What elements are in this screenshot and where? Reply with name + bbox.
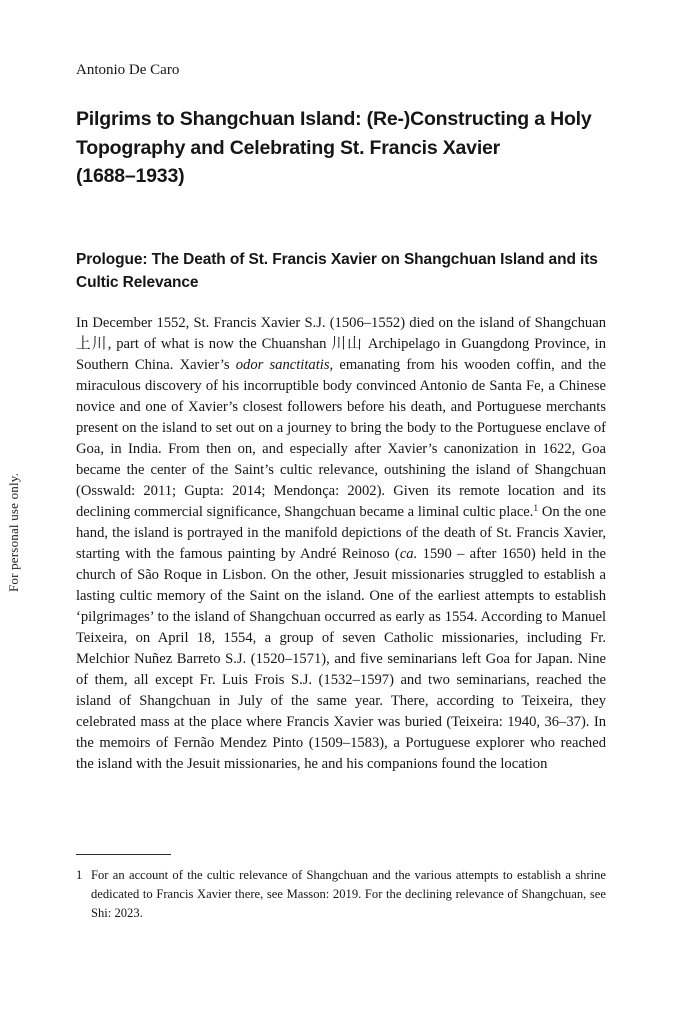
author-name: Antonio De Caro bbox=[76, 62, 180, 78]
section-heading-line-1: Prologue: The Death of St. Francis Xavier on Shangchuan Island and its bbox=[76, 250, 598, 268]
body-paragraph: In December 1552, St. Francis Xavier S.J. (1506–1552) died on the island of Shangchuan 上川, part of what is now the Chuanshan 川山 Archipelago in Guangdong Province, in Southern China. Xavier’s odor sanctitatis, emanating from his wooden coffin, and the miraculous discovery of his incorruptible body convinced Antonio de Santa Fe, a Chinese novice and one of Xavier’s closest followers before his death, and Portuguese merchants present on the island to set out on a journey to bring the body to the Portuguese enclave of Goa, in India. From then on, and especially after Xavier’s canonization in 1622, Goa became the center of the Saint’s cultic relevance, outshining the island of Shangchuan (Osswald: 2011; Gupta: 2014; Mendonça: 2002). Given its remote location and its declining commercial significance, Shangchuan became a liminal cultic place.$^1$ On the one hand, the island is portrayed in the manifold depictions of the death of St. Francis Xavier, starting with the famous painting by André Reinoso (ca. 1590 – after 1650) held in the church of São Roque in Lisbon. On the other, Jesuit missionaries struggled to establish a lasting cultic memory of the Saint on the island. One of the earliest attempts to establish ‘pilgrimages’ to the island of Shangchuan occurred as early as 1554. According to Manuel Teixeira, on April 18, 1554, a group of seven Catholic missionaries, including Fr. Melchior Nuñez Barreto S.J. (1520–1571), and five seminarians left Goa for Japan. Nine of them, all except Fr. Luis Frois S.J. (1532–1597) and two seminarians, reached the island of Shangchuan in July of the same year. There, according to Teixeira, they celebrated mass at the place where Francis Xavier was buried (Teixeira: 1940, 36–37). In the memoirs of Fernão Mendez Pinto (1509–1583), a Portuguese explorer who reached the island with the Jesuit missionaries, he and his companions found the location bbox=[76, 314, 607, 772]
paper-title-line-3: (1688–1933) bbox=[76, 165, 185, 187]
section-heading-prologue bbox=[76, 248, 606, 294]
section-heading-line-2: Cultic Relevance bbox=[76, 273, 199, 291]
copyright-sidenote: For personal use only. bbox=[6, 472, 21, 592]
footnote-text: For an account of the cultic relevance of Shangchuan and the various attempts to establish a shrine dedicated to Francis Xavier there, see Masson: 2019. For the declining relevance of Shangchuan, see Shi: 2023. bbox=[91, 868, 606, 920]
footnote-1 bbox=[76, 866, 606, 923]
paper-title-line-2: Topography and Celebrating St. Francis Xavier bbox=[76, 136, 501, 159]
page-content bbox=[76, 0, 606, 775]
footnote-divider bbox=[76, 854, 171, 855]
paper-title-line-1: Pilgrims to Shangchuan Island: (Re-)Constructing a Holy bbox=[76, 108, 592, 130]
paper-title bbox=[76, 105, 606, 191]
footnote-number: 1 bbox=[76, 868, 83, 882]
footnote-block bbox=[76, 854, 606, 923]
